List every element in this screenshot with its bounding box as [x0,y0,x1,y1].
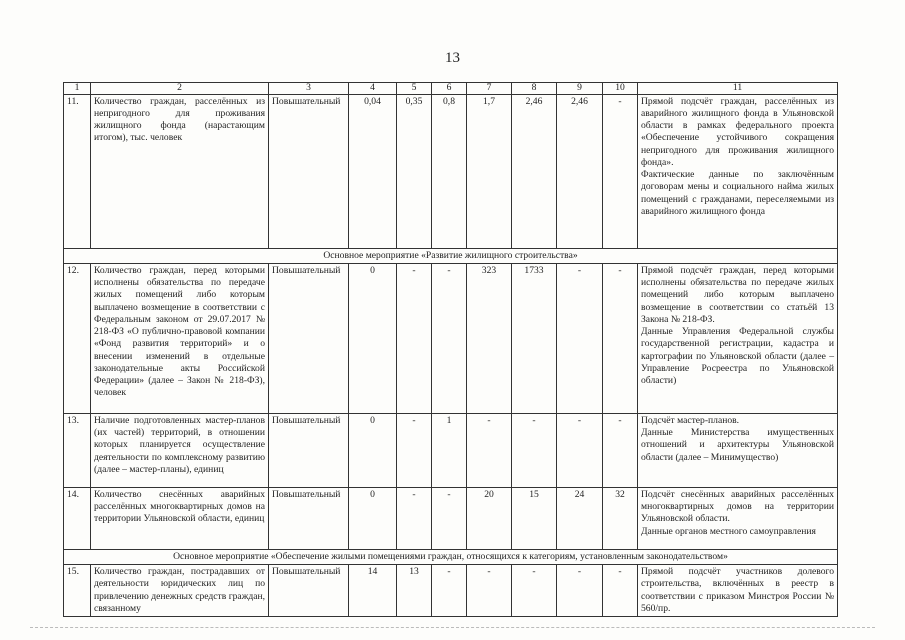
value-cell: - [557,413,603,487]
row-number: 13. [64,413,91,487]
value-cell: 0 [349,487,397,549]
method-paragraph: Прямой подсчёт граждан, перед которыми исполнены обязательства по передаче жилых помещений либо которым выплачено возмещение в соответствии со статьёй 13 Закона № 218-ФЗ. [641,264,834,325]
section-row [64,248,838,263]
value-cell: 14 [349,565,397,617]
section-title: Основное мероприятие «Обеспечение жилыми помещениями граждан, относящихся к категориям, установленным законодательством» [64,549,838,564]
row-number: 12. [64,263,91,413]
value-cell: 1 [432,413,467,487]
indicator-trend: Повышательный [269,413,349,487]
value-cell: 0 [349,413,397,487]
method-paragraph: Подсчёт мастер-планов. [641,414,740,426]
method-paragraph: Данные органов местного самоуправления [641,525,816,537]
indicators-table [63,82,838,617]
value-cell: 1,7 [467,94,512,248]
value-cell: 1733 [512,263,557,413]
value-cell: 13 [397,565,432,617]
header-cell: 9 [557,83,603,95]
value-cell: - [603,94,638,248]
header-cell: 7 [467,83,512,95]
indicator-name: Количество граждан, перед которыми исполнены обязательства по передаче жилых помещений либо которым выплачено возмещение в соответствии с Федеральным законом от 29.07.2017 № 218-ФЗ «О публично-правовой компании «Фонд развития территорий» и о внесении изменений в отдельные законодательные акты Российской Федерации» (далее – Закон № 218-ФЗ), человек [91,263,269,413]
header-cell: 8 [512,83,557,95]
method-paragraph: Прямой подсчёт участников долевого строительства, включённых в реестр в соответствии с приказом Минстроя России № 560/пр. [641,566,834,614]
value-cell: - [467,413,512,487]
value-cell: - [512,565,557,617]
value-cell: 2,46 [512,94,557,248]
indicator-trend: Повышательный [269,94,349,248]
header-cell: 6 [432,83,467,95]
value-cell: - [432,565,467,617]
calculation-method [638,565,838,617]
value-cell: 0 [349,263,397,413]
value-cell: 0,35 [397,94,432,248]
section-row [64,549,838,564]
value-cell: - [432,263,467,413]
section-title: Основное мероприятие «Развитие жилищного строительства» [64,248,838,263]
header-cell: 1 [64,83,91,95]
row-number: 15. [64,565,91,617]
value-cell: 32 [603,487,638,549]
table-row [64,94,838,248]
value-cell: - [397,413,432,487]
calculation-method [638,487,838,549]
method-paragraph: Данные Министерства имущественных отношений и архитектуры Ульяновской области (далее – Минимущество) [641,427,834,463]
header-cell: 5 [397,83,432,95]
table-row [64,413,838,487]
header-cell: 10 [603,83,638,95]
header-cell: 3 [269,83,349,95]
method-paragraph: Прямой подсчёт граждан, расселённых из аварийного жилищного фонда в Ульяновской области в рамках федерального проекта «Обеспечение устойчивого сокращения непригодного для проживания жилищного фонда». [641,95,834,168]
row-number: 11. [64,94,91,248]
indicator-name: Количество граждан, расселённых из непригодного для проживания жилищного фонда (нарастающим итогом), тыс. человек [91,94,269,248]
calculation-method [638,263,838,413]
header-cell: 11 [638,83,838,95]
table-row [64,565,838,617]
row-number: 14. [64,487,91,549]
header-cell: 4 [349,83,397,95]
calculation-method [638,413,838,487]
value-cell: - [397,487,432,549]
value-cell: 2,46 [557,94,603,248]
value-cell: 0,04 [349,94,397,248]
indicator-name: Количество граждан, пострадавших от деятельности юридических лиц по привлечению денежных средств граждан, связанному [91,565,269,617]
indicator-trend: Повышательный [269,263,349,413]
value-cell: 0,8 [432,94,467,248]
value-cell: 323 [467,263,512,413]
method-paragraph: Фактические данные по заключённым договорам мены и социального найма жилых помещений с гражданами, переселяемыми из аварийного жилищного фонда [641,169,834,217]
indicator-trend: Повышательный [269,565,349,617]
value-cell: - [603,565,638,617]
value-cell: 15 [512,487,557,549]
value-cell: 20 [467,487,512,549]
indicator-name: Количество снесённых аварийных расселённых многоквартирных домов на территории Ульяновской области, единиц [91,487,269,549]
value-cell: - [467,565,512,617]
table-row [64,487,838,549]
table-row [64,263,838,413]
scan-edge-divider [30,627,875,628]
indicator-trend: Повышательный [269,487,349,549]
header-row [64,83,838,95]
method-paragraph: Подсчёт снесённых аварийных расселённых многоквартирных домов на территории Ульяновской области. [641,488,834,525]
value-cell: - [432,487,467,549]
value-cell: 24 [557,487,603,549]
value-cell: - [603,413,638,487]
header-cell: 2 [91,83,269,95]
value-cell: - [557,565,603,617]
value-cell: - [603,263,638,413]
page-number: 13 [445,50,460,66]
value-cell: - [512,413,557,487]
indicator-name: Наличие подготовленных мастер-планов (их частей) территорий, в отношении которых планируется осуществление деятельности по комплексному развитию (далее – мастер-планы), единиц [91,413,269,487]
method-paragraph: Данные Управления Федеральной службы государственной регистрации, кадастра и картографии по Ульяновской области (далее – Управление Росреестра по Ульяновской области) [641,326,834,387]
value-cell: - [557,263,603,413]
calculation-method [638,94,838,248]
value-cell: - [397,263,432,413]
